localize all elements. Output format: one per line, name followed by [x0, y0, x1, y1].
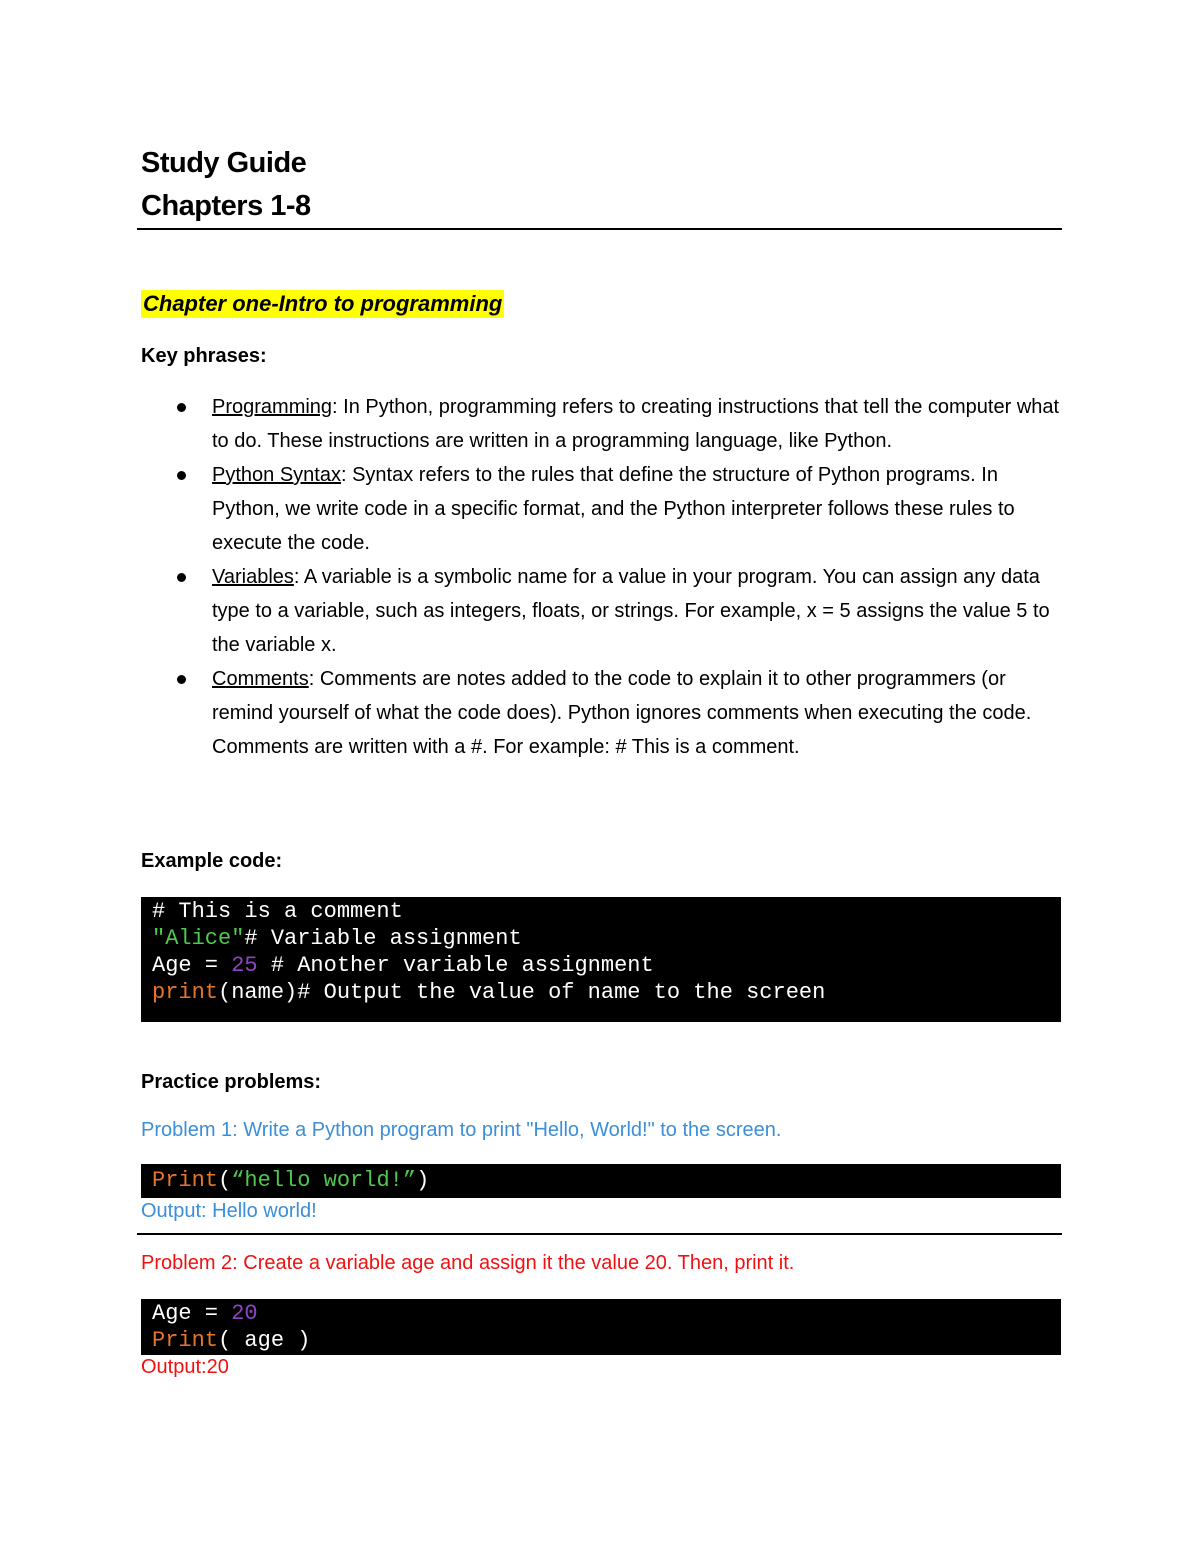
code-line	[152, 1327, 1061, 1354]
term-python-syntax: Python Syntax	[212, 464, 341, 486]
key-phrases-label: Key phrases:	[141, 345, 267, 367]
code-line	[152, 898, 1061, 925]
code-text: (name)# Output the value of name to the screen	[218, 980, 826, 1005]
code-comment: # Another variable assignment	[257, 953, 654, 978]
example-code-label: Example code:	[141, 850, 283, 872]
code-keyword: Print	[152, 1168, 219, 1193]
code-keyword: print	[152, 980, 219, 1005]
code-text: Age =	[152, 953, 232, 978]
code-number: 20	[231, 1301, 258, 1326]
code-line	[152, 952, 1061, 979]
code-string: "Alice"	[152, 926, 245, 951]
code-string: “hello world!”	[231, 1168, 417, 1193]
practice-problems-label: Practice problems:	[141, 1071, 322, 1093]
bullet-icon	[177, 471, 186, 480]
key-phrases-list	[141, 390, 1071, 764]
code-line	[152, 1300, 1061, 1327]
example-code-block	[141, 897, 1061, 1022]
code-text: (	[218, 1168, 232, 1193]
code-comment: # Variable assignment	[244, 926, 522, 951]
code-text: Age =	[152, 1301, 232, 1326]
title-divider	[137, 228, 1062, 230]
list-item	[141, 662, 1071, 764]
bullet-icon	[177, 573, 186, 582]
list-item	[141, 458, 1071, 560]
problem-1-text: Problem 1: Write a Python program to print "Hello, World!" to the screen.	[141, 1119, 782, 1141]
problem-1-code-block	[141, 1164, 1061, 1198]
term-definition: : A variable is a symbolic name for a value in your program. You can assign any data type to a variable, such as integers, floats, or strings. For example, x = 5 assigns the value 5 to the variable x.	[212, 566, 1050, 656]
code-text: )	[416, 1168, 430, 1193]
problem-2-output: Output:20	[141, 1356, 229, 1378]
problem-divider	[137, 1233, 1062, 1235]
term-definition: : In Python, programming refers to creating instructions that tell the computer what to do. These instructions are written in a programming language, like Python.	[212, 396, 1060, 452]
problem-2-text: Problem 2: Create a variable age and assign it the value 20. Then, print it.	[141, 1252, 795, 1274]
code-comment: # This is a comment	[152, 899, 403, 924]
code-line	[152, 979, 1061, 1006]
problem-1-output: Output: Hello world!	[141, 1200, 317, 1222]
code-line	[152, 925, 1061, 952]
term-variables: Variables	[212, 566, 294, 588]
code-number: 25	[231, 953, 258, 978]
bullet-icon	[177, 675, 186, 684]
bullet-icon	[177, 403, 186, 412]
code-keyword: Print	[152, 1328, 219, 1353]
document-subtitle: Chapters 1-8	[141, 190, 311, 222]
document-title: Study Guide	[141, 147, 307, 179]
term-comments: Comments	[212, 668, 309, 690]
list-item	[141, 560, 1071, 662]
problem-2-code-block	[141, 1299, 1061, 1355]
list-item	[141, 390, 1071, 458]
term-definition: : Syntax refers to the rules that define the structure of Python programs. In Python, we write code in a specific format, and the Python interpreter follows these rules to execute the code.	[212, 464, 1015, 554]
term-definition: : Comments are notes added to the code to explain it to other programmers (or remind yourself of what the code does). Python ignores comments when executing the code. Comments are written with a #. For example: # This is a comment.	[212, 668, 1032, 758]
chapter-heading: Chapter one-Intro to programming	[143, 291, 503, 316]
code-text: ( age )	[218, 1328, 311, 1353]
term-programming: Programming	[212, 396, 333, 418]
